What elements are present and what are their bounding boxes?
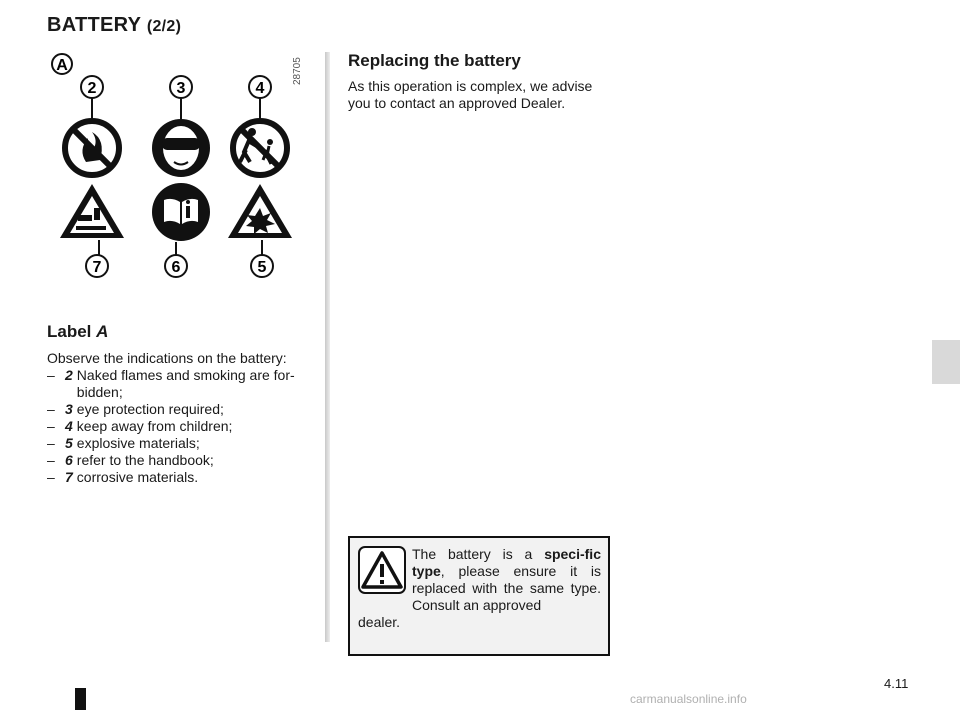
callout-number: 6 (171, 259, 181, 276)
warning-triangle-icon (358, 546, 406, 594)
callout-7 (86, 240, 108, 277)
corner-mark (75, 688, 86, 710)
label-heading-letter: A (96, 322, 109, 341)
warning-text-tail: dealer. (358, 614, 401, 630)
explosive-icon (228, 184, 292, 238)
title-subtitle: (2/2) (146, 18, 182, 35)
figure-label-letter: A (56, 57, 68, 74)
handbook-icon (152, 183, 210, 241)
label-heading (47, 322, 108, 342)
callout-number: 3 (176, 80, 186, 97)
warning-text-bold: speci-fic type (412, 546, 601, 579)
list-item: – 2 Naked flames and smoking are for-bidden; (47, 367, 317, 401)
item-text: refer to the handbook; (76, 452, 214, 468)
eye-protection-icon (152, 119, 210, 177)
corrosive-icon (60, 184, 124, 238)
list-item: – 3 eye protection required; (47, 401, 224, 417)
battery-label-figure (46, 50, 316, 290)
indication-list (47, 367, 317, 486)
list-item: – 7 corrosive materials. (47, 469, 199, 485)
label-intro: Observe the indications on the battery: (47, 350, 287, 366)
section-tab (932, 340, 960, 384)
warning-text-end: , please ensure it is replaced with the same type. Consult an approved (412, 563, 601, 613)
item-number: 5 (65, 435, 73, 451)
callout-6 (165, 242, 187, 277)
warning-text-start: The battery is a (412, 546, 545, 562)
callout-4 (249, 76, 271, 120)
figure-ref-code: 28705 (292, 57, 303, 85)
label-heading-text: Label (47, 322, 97, 341)
keep-children-away-icon (233, 121, 287, 175)
callout-number: 2 (87, 80, 97, 97)
no-flame-icon (65, 121, 119, 175)
callout-3 (170, 76, 192, 120)
warning-text (412, 546, 601, 614)
replace-body: As this operation is complex, we advise you to contact an approved Dealer. (348, 78, 593, 111)
item-text: Naked flames and smoking are for-bidden; (76, 367, 295, 400)
item-number: 6 (65, 452, 73, 468)
item-number: 2 (65, 367, 73, 383)
title-text: BATTERY (47, 14, 141, 36)
callout-number: 4 (255, 80, 265, 97)
list-item: – 4 keep away from children; (47, 418, 233, 434)
item-number: 7 (65, 469, 73, 485)
replace-heading: Replacing the battery (348, 51, 521, 70)
item-text: keep away from children; (76, 418, 233, 434)
page-number: 4.11 (884, 676, 909, 691)
list-item: – 5 explosive materials; (47, 435, 200, 451)
item-text: eye protection required; (76, 401, 224, 417)
item-text: explosive materials; (76, 435, 200, 451)
callout-2 (81, 76, 103, 120)
callout-number: 7 (92, 259, 102, 276)
watermark: carmanualsonline.info (630, 692, 747, 706)
callout-number: 5 (257, 259, 267, 276)
item-text: corrosive materials. (76, 469, 199, 485)
item-number: 4 (65, 418, 73, 434)
item-number: 3 (65, 401, 73, 417)
page-title (47, 14, 181, 37)
list-item: – 6 refer to the handbook; (47, 452, 214, 468)
callout-5 (251, 240, 273, 277)
column-divider (325, 52, 330, 642)
